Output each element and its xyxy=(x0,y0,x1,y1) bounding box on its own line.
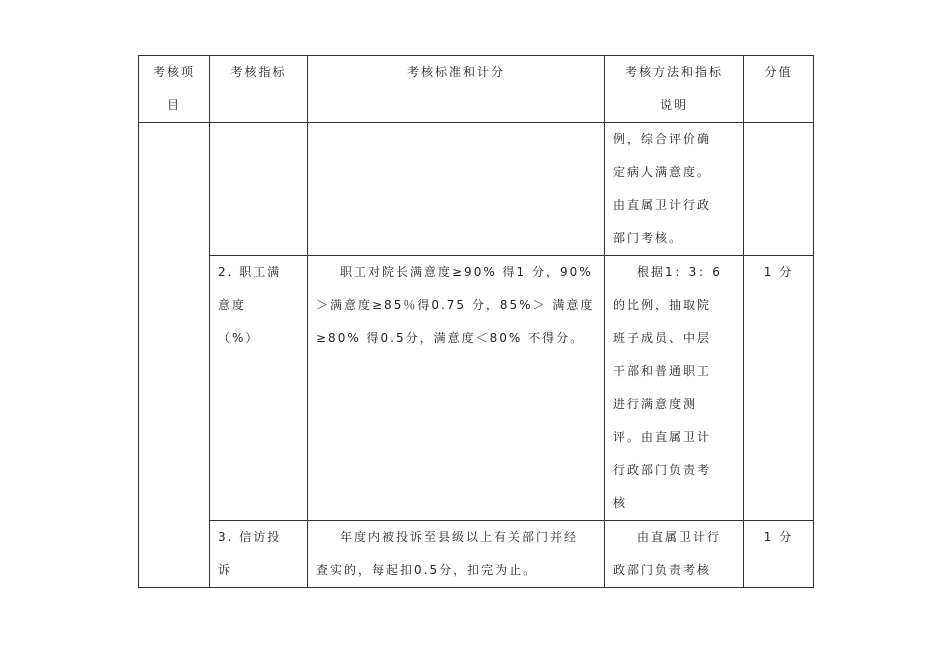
standard-cell: 职工对院长满意度≥90% 得1 分，90% ＞满意度≥85％得0.75 分，85%＞ 满意度 ≥80% 得0.5分，满意度＜80% 不得分。 xyxy=(308,256,605,521)
indicator-cell xyxy=(210,123,308,256)
method-cell: 例，综合评价确 定病人满意度。 由直属卫计行政 部门考核。 xyxy=(605,123,744,256)
header-method: 考核方法和指标 说明 xyxy=(605,56,744,123)
assessment-table xyxy=(138,55,814,588)
score-cell: 1 分 xyxy=(744,521,814,588)
table-header-row xyxy=(139,56,814,123)
method-cell: 由直属卫计行 政部门负责考核 xyxy=(605,521,744,588)
score-cell: 1 分 xyxy=(744,256,814,521)
indicator-cell: 3. 信访投 诉 xyxy=(210,521,308,588)
method-cell: 根据1：3：6 的比例，抽取院 班子成员、中层 干部和普通职工 进行满意度测 评。由直属卫计 行政部门负责考 核 xyxy=(605,256,744,521)
indicator-cell: 2. 职工满 意度 （%） xyxy=(210,256,308,521)
standard-cell: 年度内被投诉至县级以上有关部门并经 查实的，每起扣0.5分，扣完为止。 xyxy=(308,521,605,588)
score-cell xyxy=(744,123,814,256)
standard-cell xyxy=(308,123,605,256)
table-row xyxy=(139,256,814,521)
header-standard: 考核标准和计分 xyxy=(308,56,605,123)
header-project: 考核项 目 xyxy=(139,56,210,123)
table-row xyxy=(139,521,814,588)
header-indicator: 考核指标 xyxy=(210,56,308,123)
table-row xyxy=(139,123,814,256)
header-score: 分值 xyxy=(744,56,814,123)
project-cell xyxy=(139,123,210,588)
